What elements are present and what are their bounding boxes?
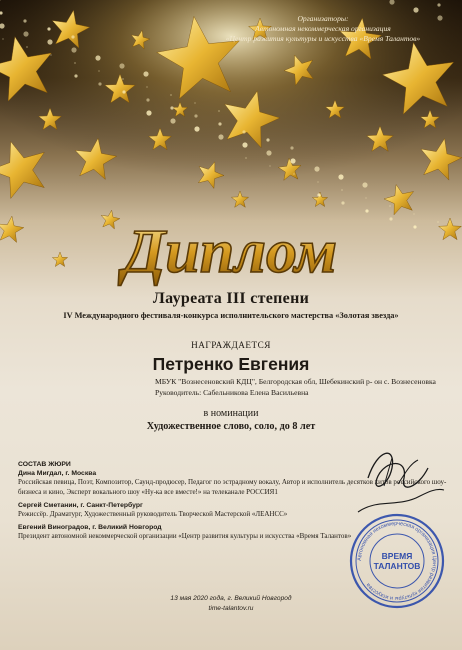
sparkle-dot	[143, 71, 148, 76]
sparkle-dot	[146, 110, 151, 115]
sparkle-dot	[98, 70, 99, 71]
sparkle-dot	[122, 90, 125, 93]
sparkle-dot	[218, 122, 221, 125]
sparkle-dot	[194, 102, 195, 103]
sparkle-dot	[341, 189, 342, 190]
jury-member-desc: Российская певица, Поэт, Композитор, Саунд-продюсер, Педагог по эстрадному вокалу, Автор и исполнитель десятков хитов российского шоу-бизнеса и кино, Эксперт вокального шоу «Ну-ка все вместе!» на телеканале РОССИЯ1	[18, 478, 447, 496]
sparkle-dot	[98, 82, 101, 85]
star-decoration	[52, 252, 67, 267]
recipient-name: Петренко Евгения	[152, 354, 310, 374]
sparkle-dot	[146, 86, 147, 87]
jury-member-name: Сергей Сметанин, г. Санкт-Петербург	[18, 501, 143, 509]
sparkle-dot	[50, 54, 51, 55]
sparkle-dot	[95, 55, 100, 60]
nomination-label: в номинации	[203, 408, 259, 419]
sparkle-dot	[23, 31, 28, 36]
sparkle-dot	[74, 74, 77, 77]
recipient-institution: МБУК "Вознесеновский КДЦ", Белгородская обл, Шебекинский р- он с. Вознесеновка	[155, 377, 436, 386]
sparkle-dot	[245, 157, 246, 158]
sparkle-dot	[413, 225, 416, 228]
sparkle-dot	[269, 165, 270, 166]
organizers-line-2: «Центр развития культуры и искусства «Время Талантов»	[225, 34, 421, 43]
jury-member-desc: Режиссёр. Драматург, Художественный руководитель Творческой Мастерской «ЛЕАНСС»	[18, 510, 288, 519]
signature-scribble	[368, 453, 428, 487]
sparkle-dot	[218, 134, 223, 139]
sparkle-dot	[389, 205, 390, 206]
jury-member-name: Евгений Виноградов, г. Великий Новгород	[18, 524, 162, 532]
sparkle-dot	[413, 213, 414, 214]
sparkle-dot	[290, 146, 293, 149]
sparkle-dot	[47, 39, 52, 44]
diploma-title	[80, 208, 380, 290]
footer-website: time-talantov.ru	[208, 605, 254, 612]
sparkle-dot	[194, 126, 199, 131]
sparkle-dot	[293, 173, 294, 174]
recipient-head: Руководитель: Сабельникова Елена Васильевна	[155, 388, 309, 397]
laureate-degree: Лауреата III степени	[152, 290, 310, 307]
sparkle-dot	[413, 7, 418, 12]
signature-scribble	[358, 489, 444, 512]
organizers-block	[208, 14, 438, 44]
signature-scribble	[384, 458, 418, 486]
sparkle-dot	[365, 197, 366, 198]
sparkle-dot	[338, 174, 343, 179]
jury-heading: СОСТАВ ЖЮРИ	[18, 461, 71, 468]
sparkle-dot	[362, 182, 367, 187]
sparkle-dot	[71, 47, 76, 52]
sparkle-dot	[170, 106, 173, 109]
sparkle-dot	[314, 166, 319, 171]
sparkle-dot	[266, 150, 271, 155]
sparkle-dot	[290, 158, 295, 163]
sparkle-dot	[74, 62, 75, 63]
organizers-heading: Организаторы:	[297, 14, 349, 23]
sparkle-dot	[26, 46, 27, 47]
sparkle-dot	[437, 221, 438, 222]
sparkle-dot	[122, 78, 123, 79]
jury-member-desc: Президент автономной некоммерческой организации «Центр развития культуры и искусства «Время Талантов»	[18, 532, 352, 541]
sparkle-dot	[317, 193, 320, 196]
signature-marks	[348, 438, 448, 518]
sparkle-dot	[194, 114, 197, 117]
sparkle-dot	[2, 38, 3, 39]
sparkle-dot	[242, 142, 247, 147]
sparkle-dot	[266, 138, 269, 141]
awarded-label: НАГРАЖДАЕТСЯ	[191, 340, 271, 350]
organizers-line-1: Автономная некоммерческая организация	[255, 24, 391, 33]
sparkle-dot	[437, 3, 440, 6]
sparkle-dot	[146, 98, 149, 101]
sparkle-dot	[341, 201, 344, 204]
sparkle-dot	[242, 130, 245, 133]
sparkle-dot	[119, 63, 124, 68]
jury-member-name: Дина Мигдал, г. Москва	[18, 470, 97, 478]
sparkle-dot	[47, 27, 50, 30]
sparkle-dot	[389, 217, 392, 220]
sparkle-dot	[71, 35, 74, 38]
sparkle-dot	[218, 110, 219, 111]
sparkle-dot	[23, 19, 26, 22]
seal-center-text: ВРЕМЯ ТАЛАНТОВ	[373, 551, 421, 571]
sparkle-dot	[170, 94, 171, 95]
sparkle-dot	[437, 15, 442, 20]
nomination-value: Художественное слово, соло, до 8 лет	[146, 421, 316, 432]
seal-ring-text: Автономная некоммерческая организация Центр развития культуры и искусства	[356, 520, 438, 602]
diploma-title-text: Диплом	[122, 218, 338, 286]
sparkle-dot	[317, 181, 318, 182]
festival-name: IV Международного фестиваля-конкурса исполнительского мастерства «Золотая звезда»	[63, 311, 399, 320]
sparkle-dot	[170, 118, 175, 123]
footer-date-place: 13 мая 2020 года, г. Великий Новгород	[170, 595, 292, 602]
